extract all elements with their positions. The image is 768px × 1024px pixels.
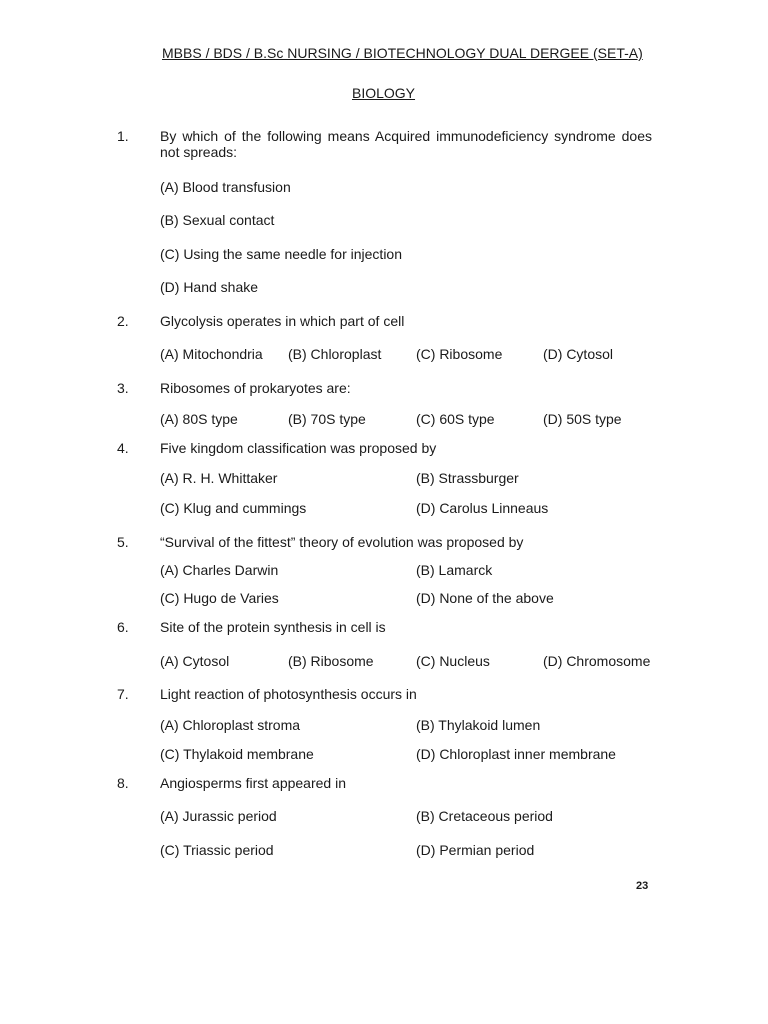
- option-a: (A) Cytosol: [160, 653, 230, 669]
- question-text: Ribosomes of prokaryotes are:: [160, 380, 351, 396]
- option-d: (D) Cytosol: [543, 346, 614, 362]
- question-text: Glycolysis operates in which part of cell: [160, 313, 405, 329]
- option-b: (B) 70S type: [288, 411, 366, 427]
- option-b: (B) Sexual contact: [160, 212, 275, 228]
- question-number: 1.: [117, 128, 129, 144]
- option-b: (B) Cretaceous period: [416, 808, 553, 824]
- option-a: (A) R. H. Whittaker: [160, 470, 278, 486]
- option-d: (D) 50S type: [543, 411, 622, 427]
- option-c: (C) Ribosome: [416, 346, 503, 362]
- option-a: (A) Chloroplast stroma: [160, 717, 301, 733]
- option-a: (A) 80S type: [160, 411, 238, 427]
- option-d: (D) Permian period: [416, 842, 535, 858]
- option-c: (C) Klug and cummings: [160, 500, 307, 516]
- option-d: (D) Hand shake: [160, 279, 259, 295]
- option-a: (A) Blood transfusion: [160, 179, 291, 195]
- question-text: Light reaction of photosynthesis occurs in: [160, 686, 417, 702]
- option-c: (C) Hugo de Varies: [160, 590, 279, 606]
- exam-header: MBBS / BDS / B.Sc NURSING / BIOTECHNOLOGY DUAL DERGEE (SET-A): [162, 45, 643, 61]
- option-a: (A) Mitochondria: [160, 346, 263, 362]
- option-b: (B) Lamarck: [416, 562, 493, 578]
- question-number: 3.: [117, 380, 129, 396]
- option-c: (C) Thylakoid membrane: [160, 746, 314, 762]
- question-number: 5.: [117, 534, 129, 550]
- question-text: Five kingdom classification was proposed by: [160, 440, 437, 456]
- option-b: (B) Strassburger: [416, 470, 519, 486]
- question-text: “Survival of the fittest” theory of evolution was proposed by: [160, 534, 524, 550]
- option-d: (D) Chloroplast inner membrane: [416, 746, 616, 762]
- option-a: (A) Charles Darwin: [160, 562, 279, 578]
- option-c: (C) Nucleus: [416, 653, 490, 669]
- option-c: (C) 60S type: [416, 411, 495, 427]
- option-d: (D) None of the above: [416, 590, 554, 606]
- question-text: By which of the following means Acquired immunodeficiency syndrome does not spreads:: [160, 128, 652, 160]
- question-number: 7.: [117, 686, 129, 702]
- question-number: 8.: [117, 775, 129, 791]
- option-c: (C) Triassic period: [160, 842, 274, 858]
- page-number: 23: [636, 880, 649, 892]
- question-text: Angiosperms first appeared in: [160, 775, 346, 791]
- option-b: (B) Chloroplast: [288, 346, 382, 362]
- option-d: (D) Chromosome: [543, 653, 651, 669]
- option-d: (D) Carolus Linneaus: [416, 500, 549, 516]
- question-text: Site of the protein synthesis in cell is: [160, 619, 386, 635]
- question-number: 4.: [117, 440, 129, 456]
- subject-title: BIOLOGY: [352, 85, 416, 101]
- question-number: 2.: [117, 313, 129, 329]
- option-c: (C) Using the same needle for injection: [160, 246, 403, 262]
- question-number: 6.: [117, 619, 129, 635]
- option-a: (A) Jurassic period: [160, 808, 277, 824]
- option-b: (B) Thylakoid lumen: [416, 717, 541, 733]
- option-b: (B) Ribosome: [288, 653, 374, 669]
